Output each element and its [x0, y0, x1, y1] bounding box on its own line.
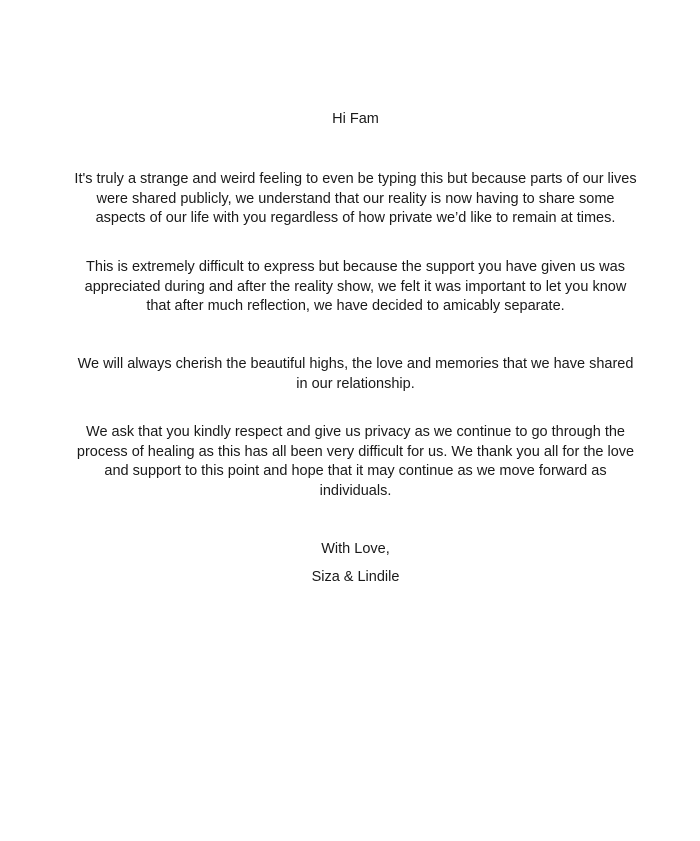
paragraph-3 [70, 355, 641, 394]
greeting: Hi Fam [332, 111, 379, 127]
paragraph-line: This is extremely difficult to express but because the support you have given us was [86, 259, 625, 275]
paragraph-2 [70, 258, 641, 317]
paragraph-line: individuals. [319, 482, 392, 499]
paragraph-line: that after much reflection, we have decided to amicably separate. [146, 298, 565, 314]
paragraph-line: process of healing as this has all been very difficult for us. We thank you all for the love [76, 443, 635, 460]
paragraph-4 [70, 423, 641, 501]
paragraph-line: aspects of our life with you regardless of how private we’d like to remain at times. [95, 210, 616, 226]
paragraph-line: It's truly a strange and weird feeling to even be typing this but because parts of our lives [74, 171, 637, 187]
paragraph-line: and support to this point and hope that it may continue as we move forward as [104, 463, 607, 479]
signature: Siza & Lindile [311, 569, 400, 585]
closing: With Love, [321, 541, 390, 557]
paragraph-line: We ask that you kindly respect and give us privacy as we continue to go through the [86, 424, 625, 440]
paragraph-line: in our relationship. [296, 375, 415, 392]
paragraph-line: We will always cherish the beautiful highs, the love and memories that we have shared [77, 356, 634, 372]
paragraph-1 [70, 170, 641, 229]
paragraph-line: appreciated during and after the reality show, we felt it was important to let you know [84, 278, 627, 295]
paragraph-line: were shared publicly, we understand that our reality is now having to share some [96, 190, 615, 207]
